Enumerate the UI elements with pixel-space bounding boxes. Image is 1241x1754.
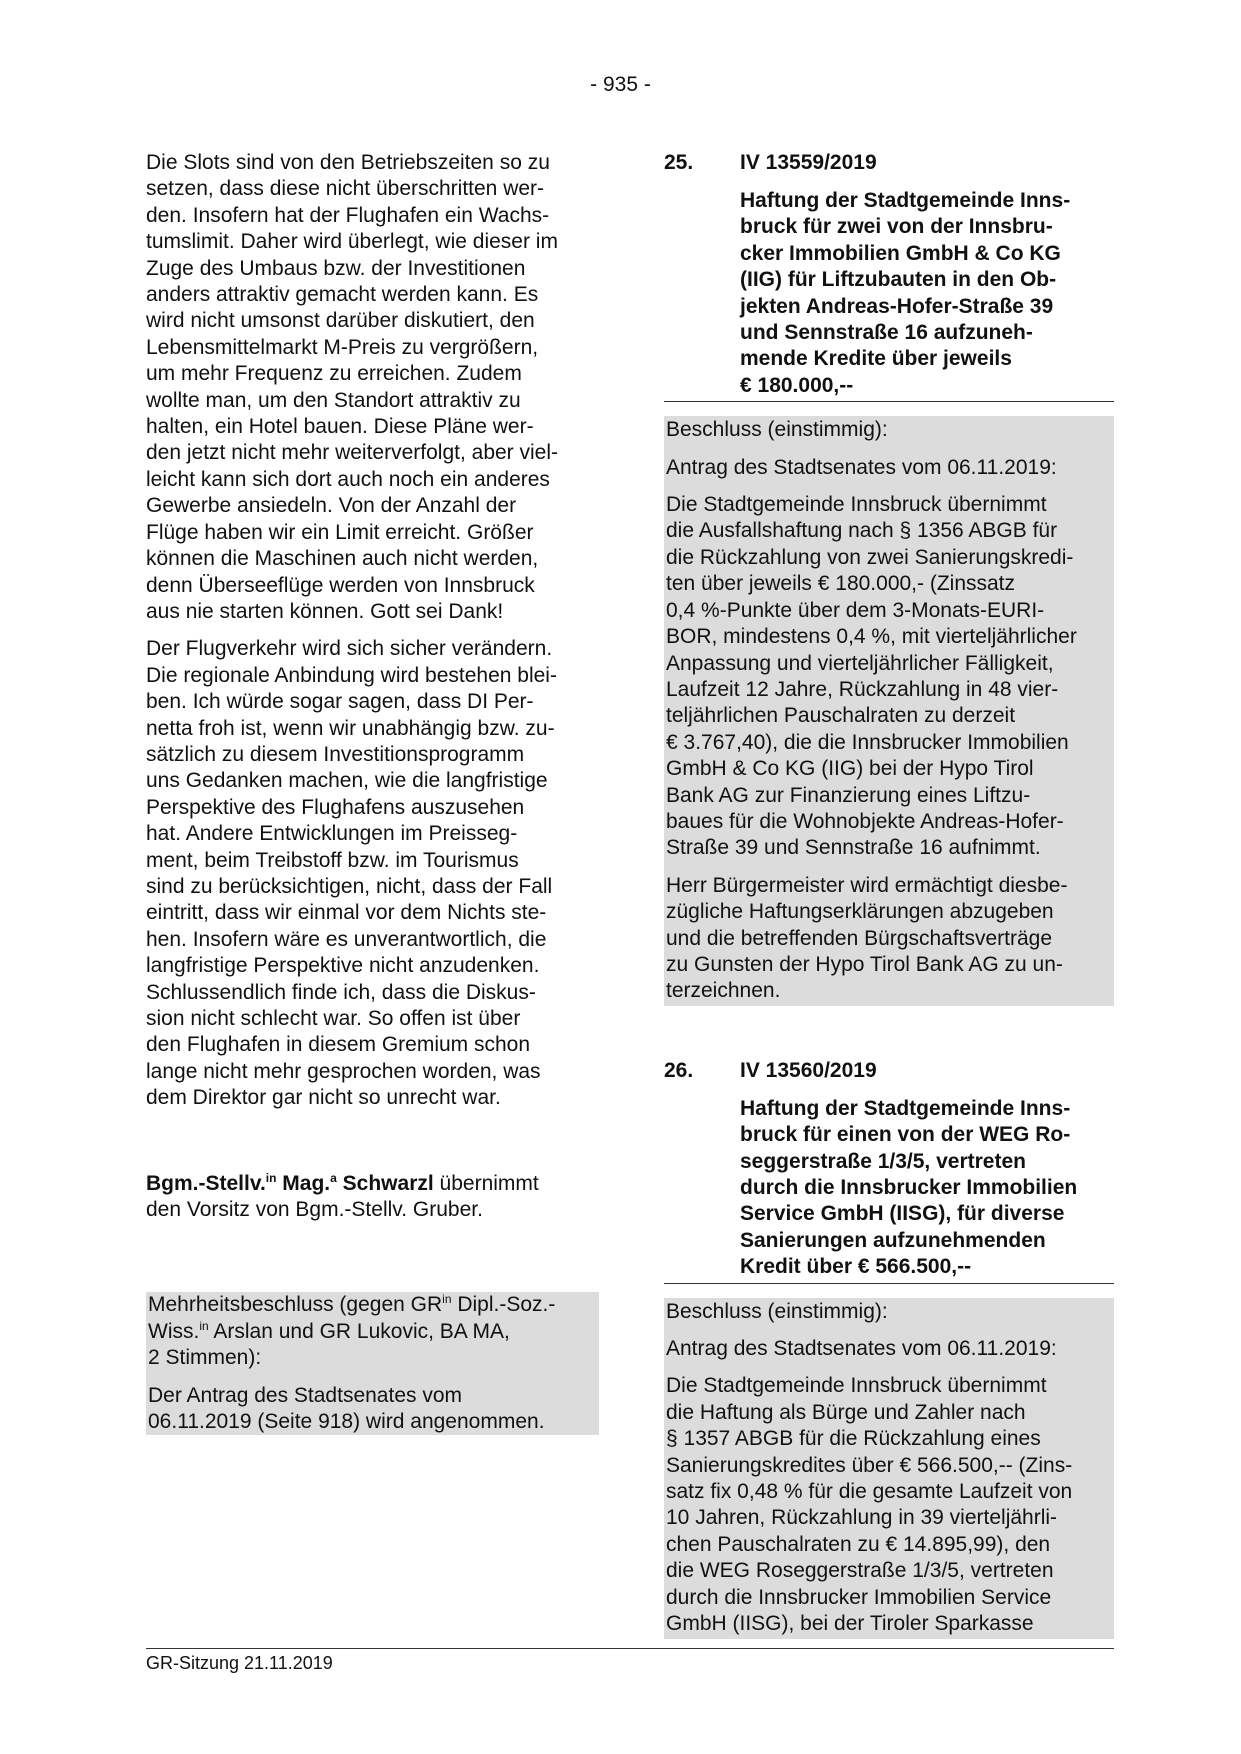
item-number: 26.	[664, 1058, 694, 1082]
left-column	[146, 150, 599, 1435]
resolution-box	[664, 416, 1114, 1006]
agenda-item-25	[664, 150, 1114, 1006]
chair-change-note: Bgm.-Stellv.$^{in}$ Mag.$^a$ Schwarzl übernimmt den Vorsitz von Bgm.-Stellv. Gruber.	[146, 1170, 539, 1222]
decision-box	[146, 1292, 599, 1435]
speech-paragraph-1: Die Slots sind von den Betriebszeiten so zu setzen, dass diese nicht überschritten wer- den. Insofern hat der Flughafen ein Wachs- tumslimit. Daher wird überlegt, wie dieser im Zuge des Umbaus bzw. der Investitionen anders attraktiv gemacht werden kann. Es wird nicht umsonst darüber diskutiert, den Lebensmittelmarkt M-Preis zu vergrößern, um mehr Frequenz zu erreichen. Zudem wollte man, um den Standort attraktiv zu halten, ein Hotel bauen. Diese Pläne wer- den jetzt nicht mehr weiterverfolgt, aber viel- leicht kann sich dort auch noch ein anderes Gewerbe ansiedeln. Von der Anzahl der Flüge haben wir ein Limit erreicht. Größer können die Maschinen auch nicht werden, denn Überseeflüge werden von Innsbruck aus nie starten können. Gott sei Dank!	[146, 151, 559, 623]
right-column	[664, 150, 1114, 1639]
footer-divider	[146, 1648, 1114, 1649]
beschluss-label: Beschluss (einstimmig):	[666, 1299, 888, 1323]
divider	[664, 401, 1114, 402]
beschluss-label: Beschluss (einstimmig):	[666, 418, 888, 442]
speech-paragraph-2: Der Flugverkehr wird sich sicher verändern. Die regionale Anbindung wird bestehen blei- ben. Ich würde sogar sagen, dass DI Per- netta froh ist, wenn wir unabhängig bzw. zu- sätzlich zu diesem Investitionsprogramm uns Gedanken machen, wie die langfristige Perspektive des Flughafens auszusehen hat. Andere Entwicklungen im Preisseg- ment, beim Treibstoff bzw. im Tourismus sind zu berücksichtigen, nicht, dass der Fall eintritt, dass wir einmal vor dem Nichts ste- hen. Insofern wäre es unverantwortlich, die langfristige Perspektive nicht anzudenken. Schlussendlich finde ich, dass die Diskus- sion nicht schlecht war. So offen ist über den Flughafen in diesem Gremium schon lange nicht mehr gesprochen worden, was dem Direktor gar nicht so unrecht war.	[146, 637, 557, 1110]
antrag-label: Antrag des Stadtsenates vom 06.11.2019:	[666, 455, 1057, 479]
divider	[664, 1283, 1114, 1284]
antrag-label: Antrag des Stadtsenates vom 06.11.2019:	[666, 1337, 1057, 1361]
resolution-text: Die Stadtgemeinde Innsbruck übernimmt die Haftung als Bürge und Zahler nach § 1357 ABGB für die Rückzahlung eines Sanierungskredites über € 566.500,-- (Zins- satz fix 0,48 % für die gesamte Laufzeit von 10 Jahren, Rückzahlung in 39 vierteljährli- chen Pauschalraten zu € 14.895,99), den die WEG Roseggerstraße 1/3/5, vertreten durch die Innsbrucker Immobilien Service GmbH (IISG), bei der Tiroler Sparkasse	[666, 1374, 1073, 1636]
item-code: IV 13559/2019	[740, 151, 877, 174]
item-header	[664, 1058, 1114, 1084]
resolution-box	[664, 1298, 1114, 1639]
resolution-text: Die Stadtgemeinde Innsbruck übernimmt die Ausfallshaftung nach § 1356 ABGB für die Rückzahlung von zwei Sanierungskredi- ten über jeweils € 180.000,- (Zinssatz 0,4 %-Punkte über dem 3-Monats-EURI- BOR, mindestens 0,4 %, mit vierteljährlicher Anpassung und vierteljährlicher Fälligkeit, Laufzeit 12 Jahre, Rückzahlung in 48 vier- teljährlichen Pauschalraten zu derzeit € 3.767,40), die die Innsbrucker Immobilien GmbH & Co KG (IIG) bei der Hypo Tirol Bank AG zur Finanzierung eines Liftzu- baues für die Wohnobjekte Andreas-Hofer- Straße 39 und Sennstraße 16 aufnimmt.	[666, 493, 1077, 860]
page-number: - 935 -	[590, 73, 651, 96]
footer-text: GR-Sitzung 21.11.2019	[146, 1653, 333, 1673]
decision-vote: Mehrheitsbeschluss (gegen $GR^{in}$ Dipl.-Soz.- Wiss.$^{in}$ Arslan und GR Lukovic, BA MA, 2 Stimmen):	[148, 1292, 556, 1370]
agenda-item-26	[664, 1058, 1114, 1639]
item-title: Haftung der Stadtgemeinde Inns- bruck für einen von der WEG Ro- seggerstraße 1/3/5, vertreten durch die Innsbrucker Immobilien Service GmbH (IISG), für diverse Sanierungen aufzunehmenden Kredit über € 566.500,--	[740, 1096, 1078, 1279]
item-header	[664, 150, 1114, 176]
item-title: Haftung der Stadtgemeinde Inns- bruck für zwei von der Innsbru- cker Immobilien GmbH & Co KG (IIG) für Liftzubauten in den Ob- jekten Andreas-Hofer-Straße 39 und Sennstraße 16 aufzuneh- mende Kredite über jeweils € 180.000,--	[740, 189, 1071, 397]
item-number: 25.	[664, 151, 694, 174]
item-code: IV 13560/2019	[740, 1058, 877, 1082]
decision-result: Der Antrag des Stadtsenates vom 06.11.2019 (Seite 918) wird angenommen.	[148, 1383, 545, 1434]
resolution-text-2: Herr Bürgermeister wird ermächtigt diesbe- zügliche Haftungserklärungen abzugeben und die betreffenden Bürgschaftsverträge zu Gunsten der Hypo Tirol Bank AG zu un- terzeichnen.	[666, 873, 1068, 1003]
